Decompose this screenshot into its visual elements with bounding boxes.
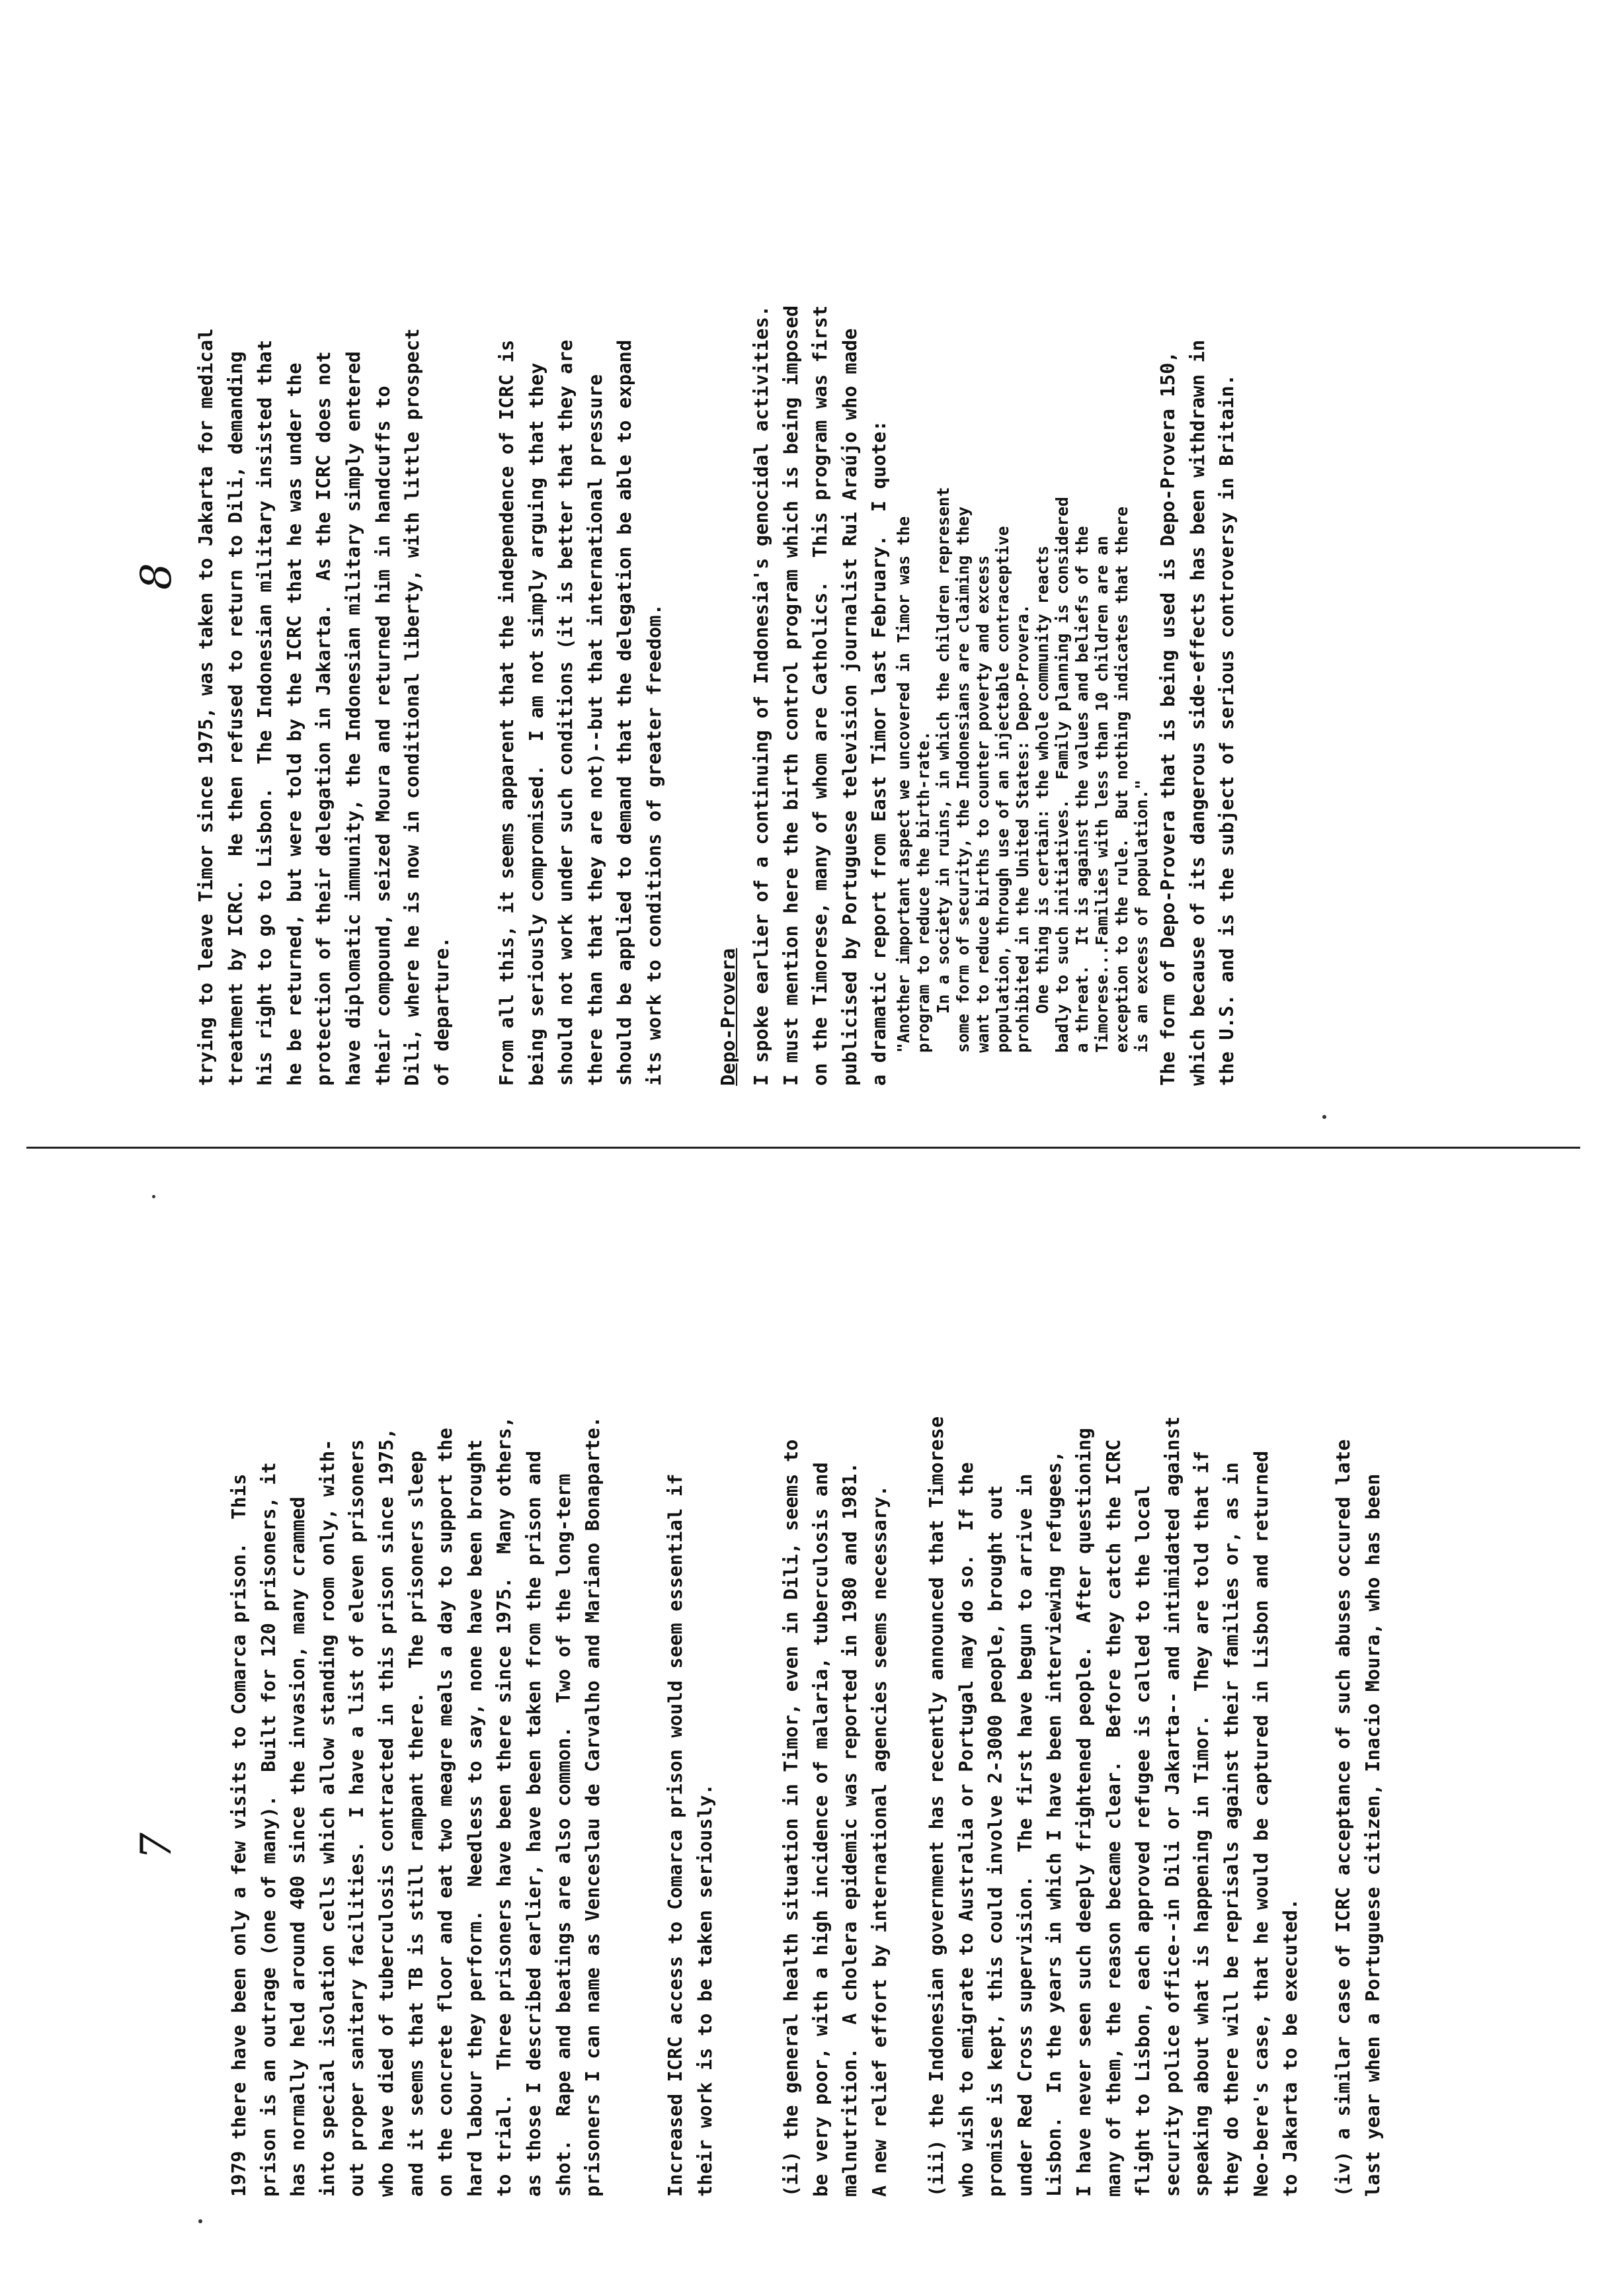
- left-paragraph-4: (iii) the Indonesian government has recently announced that Timorese who wish to emigrate to Australia or Portugal may do so. If the promise is kept, this could involve 2-3000 people, brought out under Red Cross supervision. The first have begun to arrive in Lisbon. In the years in which I have been interviewing refugees, I have never seen such deeply frightened people. After questioning many of them, the reason became clear. Before they catch the ICRC flight to Lisbon, each approved refugee is called to the local security police office--in Dili or Jakarta-- and intimidated against speaking about what is happening in Timor. They are told that if they do there will be reprisals against their families or, as in Neo-bere's case, that he would be captured in Lisbon and returned to Jakarta to be executed.: [926, 1416, 1302, 2197]
- scan-speck: [152, 1195, 155, 1198]
- section-heading-depo-provera: Depo-Provera: [717, 948, 739, 1086]
- right-paragraph-4: The form of Depo-Provera that is being used is Depo-Provera 150, which because of its dangerous side-effects has been withdrawn in the U.S. and is the subject of serious controversy in Britain.: [1157, 339, 1238, 1086]
- left-paragraph-1: 1979 there have been only a few visits to Comarca prison. This prison is an outrage (one of many). Built for 120 prisoners, it has normally held around 400 since the invasion, many crammed into special isolation cells which allow standing room only, with- out proper sanitary facilities. I have a list of eleven prisoners who have died of tuberculosis contracted in this prison since 1975, and it seems that TB is still rampant there. The prisoners sleep on the concrete floor and eat two meagre meals a day to support the hard labour they perform. Needless to say, none have been brought to trial. Three prisoners have been there since 1975. Many others, as those I described earlier, have been taken from the prison and shot. Rape and beatings are also common. Two of the long-term prisoners I can name as Venceslau de Carvalho and Mariano Bonaparte.: [228, 1416, 604, 2197]
- quote-rui-araujo: "Another important aspect we uncovered in Timor was the program to reduce the birth-rate. In a society in ruins, in which the children represent some form of security, the Indonesians are claiming they want to reduce births to counter poverty and excess population, through use of an injectable contraceptive prohibited in the United States: Depo-Provera. One thing is certain: the whole community reacts badly to such initiatives. Family planning is considered a threat. It is against the values and beliefs of the Timorese...Families with less than 10 children are an exception to the rule. But nothing indicates that there is an excess of population.": [894, 487, 1151, 1053]
- right-paragraph-1: trying to leave Timor since 1975, was taken to Jakarta for medical treatment by ICRC. He then refused to return to Dili, demanding his right to go to Lisbon. The Indonesian military insisted that he be returned, but were told by the ICRC that he was under the protection of their delegation in Jakarta. As the ICRC does not have diplomatic immunity, the Indonesian military simply entered their compound, seized Moura and returned him in handcuffs to Dili, where he is now in conditional liberty, with little prospect of departure.: [195, 328, 453, 1086]
- page-divider: [26, 1147, 1580, 1149]
- right-paragraph-2: From all this, it seems apparent that the independence of ICRC is being seriously compromised. I am not simply arguing that they should not work under such conditions (it is better that they are there than that they are not)--but that international pressure should be applied to demand that the delegation be able to expand its work to conditions of greater freedom.: [496, 339, 665, 1086]
- page-number-left: 7: [132, 1832, 181, 1860]
- left-paragraph-2: Increased ICRC access to Comarca prison would seem essential if their work is to be taken seriously.: [664, 1473, 716, 2197]
- left-paragraph-5: (iv) a similar case of ICRC acceptance of such abuses occured late last year when a Portuguese citizen, Inacio Moura, who has been: [1332, 1439, 1384, 2197]
- left-paragraph-3: (ii) the general health situation in Timor, even in Dili, seems to be very poor, with a high incidence of malaria, tuberculosis and malnutrition. A cholera epidemic was reported in 1980 and 1981. A new relief effort by international agencies seems necessary.: [780, 1439, 891, 2197]
- scan-speck: [1322, 1115, 1326, 1119]
- scan-speck: [198, 2219, 202, 2223]
- right-paragraph-3: I spoke earlier of a continuing of Indonesia's genocidal activities. I must mention here the birth control program which is being imposed on the Timorese, many of whom are Catholics. This program was first publicised by Portuguese television journalist Rui Araújo who made a dramatic report from East Timor last February. I quote:: [750, 305, 891, 1086]
- page-number-right: 8: [132, 563, 181, 590]
